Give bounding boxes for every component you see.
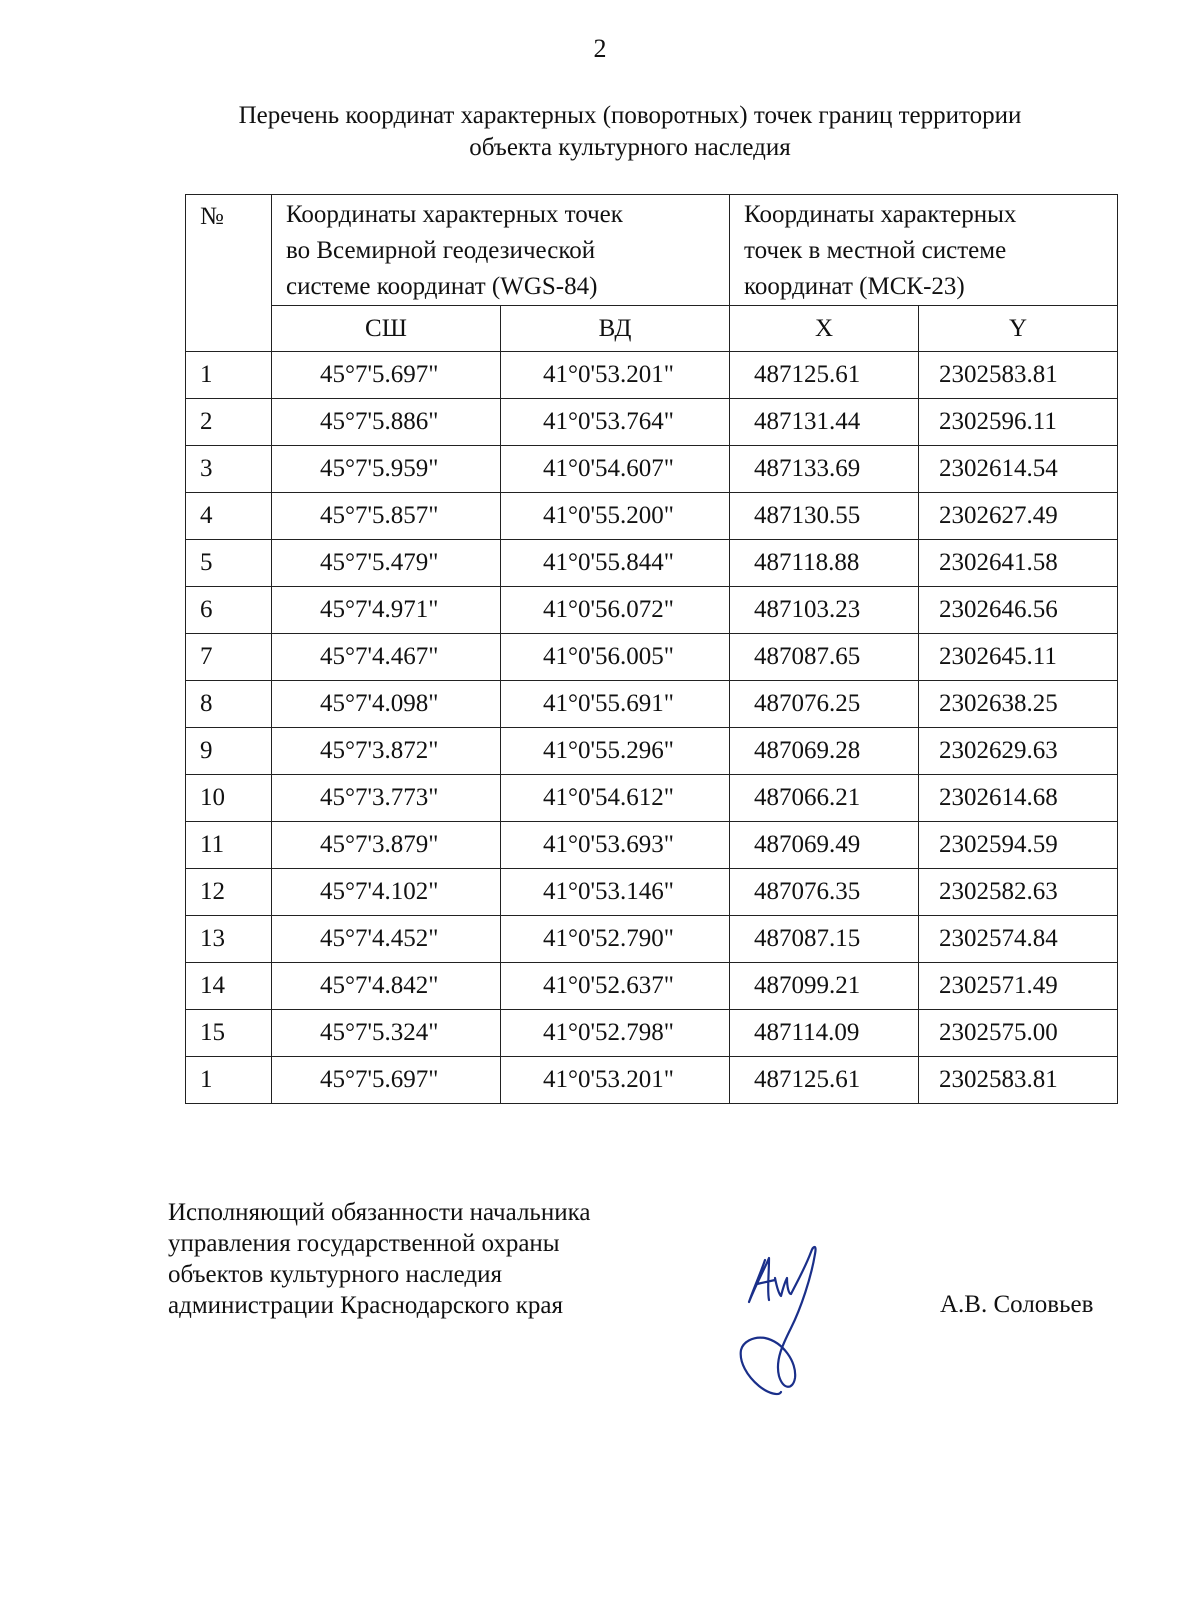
- table-row: [186, 446, 1118, 493]
- table-body: [186, 352, 1118, 1104]
- signer-name: А.В. Соловьев: [940, 1291, 1094, 1318]
- table-row: [186, 399, 1118, 446]
- cell-y: 2302646.56: [919, 587, 1118, 634]
- cell-point-number: 12: [186, 869, 272, 916]
- header-msk23-line-1: Координаты характерных: [744, 201, 1017, 228]
- cell-latitude: 45°7'4.971": [272, 587, 501, 634]
- cell-y: 2302614.68: [919, 775, 1118, 822]
- cell-longitude: 41°0'52.637": [501, 963, 730, 1010]
- cell-latitude: 45°7'3.872": [272, 728, 501, 775]
- table-row: [186, 869, 1118, 916]
- cell-x: 487130.55: [730, 493, 919, 540]
- table-row: [186, 1057, 1118, 1104]
- table-row: [186, 822, 1118, 869]
- table-row: [186, 681, 1118, 728]
- cell-point-number: 15: [186, 1010, 272, 1057]
- title-line-2: объекта культурного наследия: [469, 134, 791, 161]
- cell-point-number: 1: [186, 1057, 272, 1104]
- cell-y: 2302594.59: [919, 822, 1118, 869]
- table-row: [186, 775, 1118, 822]
- cell-x: 487076.25: [730, 681, 919, 728]
- cell-latitude: 45°7'5.959": [272, 446, 501, 493]
- cell-y: 2302614.54: [919, 446, 1118, 493]
- cell-x: 487133.69: [730, 446, 919, 493]
- cell-y: 2302596.11: [919, 399, 1118, 446]
- header-wgs84-group: [272, 195, 730, 306]
- cell-longitude: 41°0'56.072": [501, 587, 730, 634]
- cell-latitude: 45°7'4.098": [272, 681, 501, 728]
- cell-y: 2302583.81: [919, 352, 1118, 399]
- cell-y: 2302641.58: [919, 540, 1118, 587]
- cell-latitude: 45°7'3.879": [272, 822, 501, 869]
- table-row: [186, 352, 1118, 399]
- cell-longitude: 41°0'54.607": [501, 446, 730, 493]
- cell-longitude: 41°0'52.790": [501, 916, 730, 963]
- handwritten-signature: [735, 1238, 855, 1398]
- cell-point-number: 10: [186, 775, 272, 822]
- cell-longitude: 41°0'53.201": [501, 352, 730, 399]
- cell-y: 2302629.63: [919, 728, 1118, 775]
- coordinates-table: [185, 194, 1118, 1104]
- position-line-4: администрации Краснодарского края: [168, 1292, 564, 1319]
- header-wgs84-line-2: во Всемирной геодезической: [286, 237, 596, 264]
- cell-point-number: 11: [186, 822, 272, 869]
- cell-longitude: 41°0'55.200": [501, 493, 730, 540]
- cell-point-number: 6: [186, 587, 272, 634]
- document-title: [150, 100, 1110, 164]
- cell-y: 2302627.49: [919, 493, 1118, 540]
- position-line-2: управления государственной охраны: [168, 1230, 560, 1257]
- cell-longitude: 41°0'55.296": [501, 728, 730, 775]
- cell-latitude: 45°7'4.467": [272, 634, 501, 681]
- cell-longitude: 41°0'54.612": [501, 775, 730, 822]
- cell-latitude: 45°7'5.697": [272, 1057, 501, 1104]
- title-line-1: Перечень координат характерных (поворотных) точек границ территории: [238, 102, 1022, 129]
- cell-latitude: 45°7'5.857": [272, 493, 501, 540]
- header-wgs84-line-3: системе координат (WGS-84): [286, 273, 598, 300]
- cell-point-number: 1: [186, 352, 272, 399]
- table-row: [186, 587, 1118, 634]
- table-row: [186, 493, 1118, 540]
- cell-y: 2302575.00: [919, 1010, 1118, 1057]
- cell-point-number: 4: [186, 493, 272, 540]
- page-number: 2: [593, 34, 607, 63]
- cell-point-number: 13: [186, 916, 272, 963]
- cell-x: 487066.21: [730, 775, 919, 822]
- table-row: [186, 634, 1118, 681]
- cell-x: 487087.15: [730, 916, 919, 963]
- cell-latitude: 45°7'5.886": [272, 399, 501, 446]
- cell-point-number: 2: [186, 399, 272, 446]
- cell-longitude: 41°0'56.005": [501, 634, 730, 681]
- cell-x: 487076.35: [730, 869, 919, 916]
- cell-point-number: 5: [186, 540, 272, 587]
- cell-y: 2302574.84: [919, 916, 1118, 963]
- header-latitude: СШ: [272, 306, 501, 352]
- cell-y: 2302583.81: [919, 1057, 1118, 1104]
- header-msk23-line-2: точек в местной системе: [744, 237, 1007, 264]
- cell-longitude: 41°0'55.844": [501, 540, 730, 587]
- position-line-3: объектов культурного наследия: [168, 1261, 502, 1288]
- cell-x: 487131.44: [730, 399, 919, 446]
- cell-longitude: 41°0'53.146": [501, 869, 730, 916]
- table-row: [186, 1010, 1118, 1057]
- cell-longitude: 41°0'52.798": [501, 1010, 730, 1057]
- cell-longitude: 41°0'53.201": [501, 1057, 730, 1104]
- cell-point-number: 9: [186, 728, 272, 775]
- header-x: X: [730, 306, 919, 352]
- cell-latitude: 45°7'5.697": [272, 352, 501, 399]
- cell-x: 487114.09: [730, 1010, 919, 1057]
- header-number: №: [186, 195, 272, 352]
- cell-x: 487069.28: [730, 728, 919, 775]
- cell-latitude: 45°7'4.452": [272, 916, 501, 963]
- header-wgs84-line-1: Координаты характерных точек: [286, 201, 623, 228]
- cell-latitude: 45°7'5.479": [272, 540, 501, 587]
- table-row: [186, 540, 1118, 587]
- cell-x: 487087.65: [730, 634, 919, 681]
- cell-x: 487099.21: [730, 963, 919, 1010]
- cell-y: 2302582.63: [919, 869, 1118, 916]
- cell-point-number: 8: [186, 681, 272, 728]
- cell-x: 487118.88: [730, 540, 919, 587]
- position-line-1: Исполняющий обязанности начальника: [168, 1199, 591, 1226]
- table-row: [186, 963, 1118, 1010]
- cell-longitude: 41°0'55.691": [501, 681, 730, 728]
- cell-latitude: 45°7'4.102": [272, 869, 501, 916]
- cell-latitude: 45°7'5.324": [272, 1010, 501, 1057]
- cell-point-number: 14: [186, 963, 272, 1010]
- cell-longitude: 41°0'53.693": [501, 822, 730, 869]
- table-row: [186, 728, 1118, 775]
- cell-point-number: 3: [186, 446, 272, 493]
- cell-x: 487125.61: [730, 352, 919, 399]
- header-msk23-line-3: координат (МСК-23): [744, 273, 965, 300]
- header-longitude: ВД: [501, 306, 730, 352]
- cell-y: 2302571.49: [919, 963, 1118, 1010]
- cell-latitude: 45°7'4.842": [272, 963, 501, 1010]
- cell-y: 2302638.25: [919, 681, 1118, 728]
- cell-x: 487069.49: [730, 822, 919, 869]
- cell-latitude: 45°7'3.773": [272, 775, 501, 822]
- cell-longitude: 41°0'53.764": [501, 399, 730, 446]
- signatory-position: [168, 1197, 688, 1321]
- cell-point-number: 7: [186, 634, 272, 681]
- cell-x: 487125.61: [730, 1057, 919, 1104]
- cell-y: 2302645.11: [919, 634, 1118, 681]
- table-row: [186, 916, 1118, 963]
- header-msk23-group: [730, 195, 1118, 306]
- header-y: Y: [919, 306, 1118, 352]
- cell-x: 487103.23: [730, 587, 919, 634]
